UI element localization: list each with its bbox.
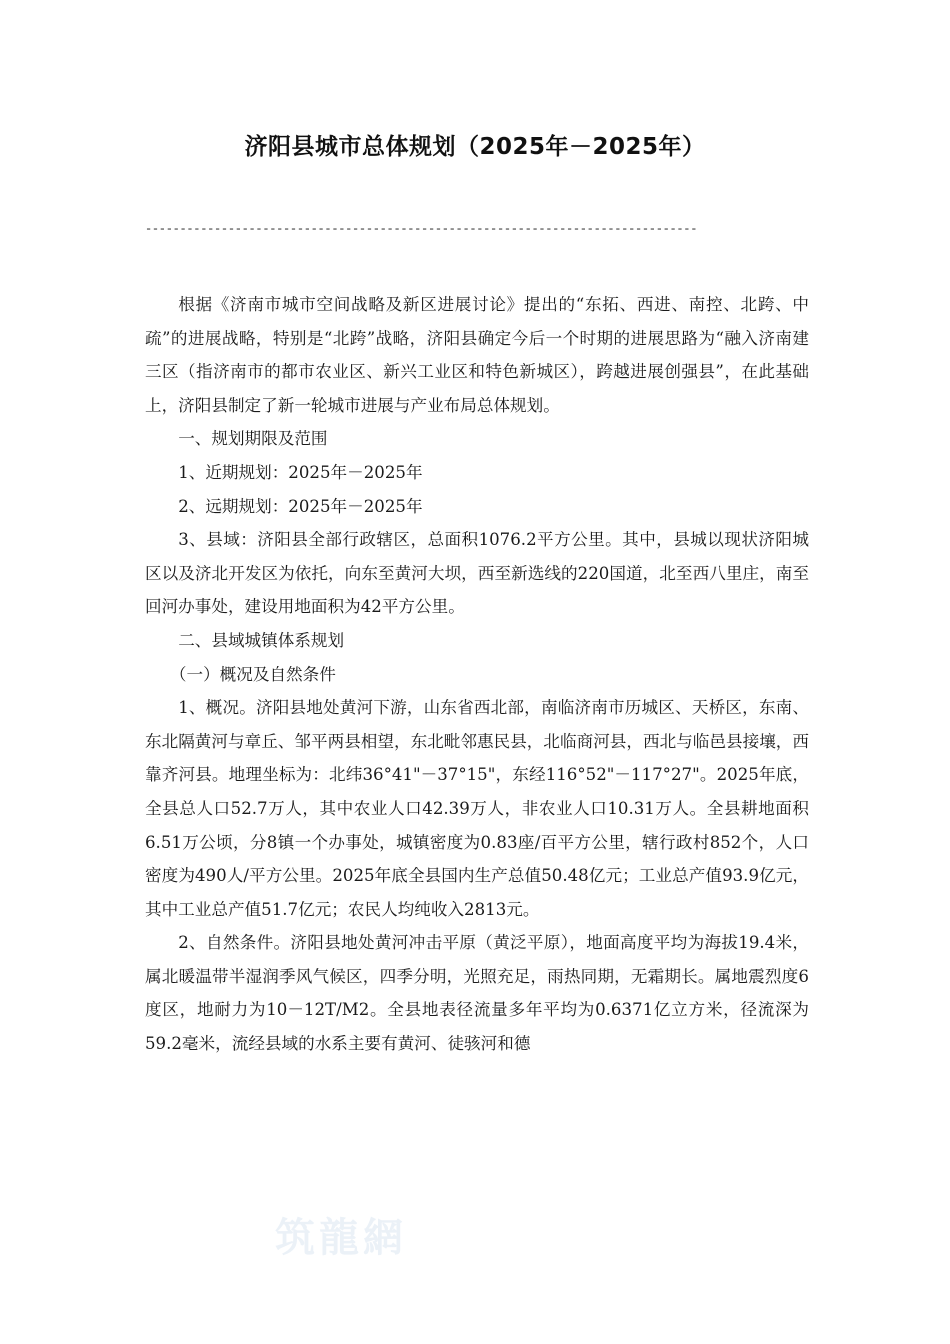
subsection-heading-overview: （一）概况及自然条件 — [169, 664, 336, 684]
paragraph-natural-conditions: 2、自然条件。济阳县地处黄河冲击平原（黄泛平原），地面高度平均为海拔19.4米，属北暖温带半湿润季风气候区，四季分明，光照充足，雨热同期，无霜期长。属地震烈度6度区，地耐力为10－12T/M2。全县地表径流量多年平均为0.6371亿立方米，径流深为59.2毫米，流经县域的水系主要有黄河、徒骇河和德 — [145, 933, 809, 1054]
watermark-logo: 筑龍網 — [275, 1214, 407, 1261]
list-item-county-area: 3、县域：济阳县全部行政辖区，总面积1076.2平方公里。其中，县城以现状济阳城区以及济北开发区为依托，向东至黄河大坝，西至新选线的220国道，北至西八里庄，南至回河办事处，建设用地面积为42平方公里。 — [145, 530, 809, 617]
list-item-long-term: 2、远期规划：2025年－2025年 — [178, 496, 423, 516]
section-heading-planning-period: 一、规划期限及范围 — [178, 429, 328, 449]
paragraph-intro: 根据《济南市城市空间战略及新区进展讨论》提出的“东拓、西进、南控、北跨、中疏”的进展战略，特别是“北跨”战略，济阳县确定今后一个时期的进展思路为“融入济南建三区（指济南市的都市农业区、新兴工业区和特色新城区），跨越进展创强县”，在此基础上，济阳县制定了新一轮城市进展与产业布局总体规划。 — [145, 295, 809, 415]
document-body — [145, 288, 809, 1061]
divider-line: -------------------------------------------------------------------------------- — [145, 222, 698, 236]
document-title: 济阳县城市总体规划（2025年－2025年） — [244, 134, 706, 160]
paragraph-overview: 1、概况。济阳县地处黄河下游，山东省西北部，南临济南市历城区、天桥区，东南、东北隔黄河与章丘、邹平两县相望，东北毗邻惠民县，北临商河县，西北与临邑县接壤，西靠齐河县。地理坐标为：北纬36°41"－37°15"，东经116°52"－117°27"。2025年底，全县总人口52.7万人，其中农业人口42.39万人，非农业人口10.31万人。全县耕地面积6.51万公顷，分8镇一个办事处，城镇密度为0.83座/百平方公里，辖行政村852个，人口密度为490人/平方公里。2025年底全县国内生产总值50.48亿元；工业总产值93.9亿元，其中工业总产值51.7亿元；农民人均纯收入2813元。 — [145, 698, 809, 919]
list-item-near-term: 1、近期规划：2025年－2025年 — [178, 462, 423, 482]
section-heading-town-system: 二、县域城镇体系规划 — [178, 630, 345, 650]
